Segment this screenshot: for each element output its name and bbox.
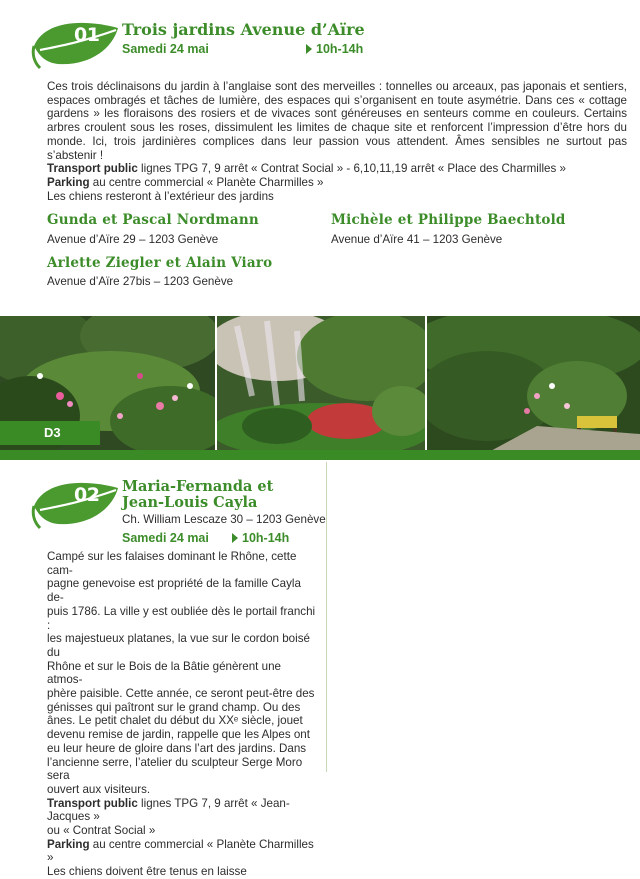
description-line: puis 1786. La ville y est oubliée dès le portail franchi : xyxy=(47,604,316,632)
owner-address: Avenue d’Aïre 41 – 1203 Genève xyxy=(331,233,503,246)
owner-address: Avenue d’Aïre 29 – 1203 Genève xyxy=(47,233,219,246)
column-divider xyxy=(326,462,327,772)
garden-number: 01 xyxy=(74,24,100,46)
description-line: ânes. Le petit chalet du début du XXᵉ siècle, jouet xyxy=(47,714,303,728)
dogs-note: Les chiens doivent être tenus en laisse xyxy=(47,865,247,879)
transport-label: Transport public xyxy=(47,796,138,810)
transport-text: lignes TPG 7, 9 arrêt « Jean-Jacques » xyxy=(47,796,290,824)
description-line: Rhône et sur le Bois de la Bâtie génèrent une atmos- xyxy=(47,659,281,687)
description-line: devenu remise de jardin, rappelle que les Alpes ont xyxy=(47,728,310,742)
triangle-right-icon xyxy=(232,533,238,543)
description-line: pagne genevoise est propriété de la famille Cayla de- xyxy=(47,577,301,605)
owner-name: Michèle et Philippe Baechtold xyxy=(331,212,566,228)
parking-text: au centre commercial « Planète Charmilles » xyxy=(89,175,324,189)
description-line: eu leur heure de gloire dans l’art des jardins. Dans xyxy=(47,741,307,755)
triangle-right-icon xyxy=(306,44,312,54)
parking-label: Parking xyxy=(47,175,90,189)
garden-description xyxy=(47,550,317,879)
garden-number: 02 xyxy=(74,484,100,506)
description-line: ouvert aux visiteurs. xyxy=(47,782,151,796)
photo-band-strip xyxy=(0,450,640,460)
garden-address: Ch. William Lescaze 30 – 1203 Genève xyxy=(122,513,326,526)
garden-title-line1: Maria-Fernanda et xyxy=(122,478,274,495)
photo-label: D3 xyxy=(44,425,61,440)
description-line: génisses qui paîtront sur le grand champ. Ou des xyxy=(47,700,301,714)
owner-name: Gunda et Pascal Nordmann xyxy=(47,212,259,228)
event-date: Samedi 24 mai xyxy=(122,42,209,56)
garden-description xyxy=(47,80,627,203)
description-line: phère paisible. Cette année, ce seront peut-être des xyxy=(47,687,315,701)
parking-text: au centre commercial « Planète Charmilles » xyxy=(47,837,314,865)
description-text: Ces trois déclinaisons du jardin à l’anglaise sont des merveilles : tonnelles ou arceaux, pas japonais et sentiers, espaces ombragés et tâches de lumière, des espaces qui s’organisent en toute asymétrie. Dans ces « cottage gardens » les floraisons des rosiers et de vivaces sont généreuses en senteurs comme en couleurs. Certains arbres croulent sous les roses, dissimulent les limites de chaque site et renforcent l’impression d’être hors du monde. Ici, trois jardinières complices dans leur passion vous attendent. Âmes sensibles ne surtout pas s’abstenir ! xyxy=(47,80,627,162)
transport-text-2: ou « Contrat Social » xyxy=(47,824,156,838)
garden-photo-2 xyxy=(217,316,425,453)
description-line: les majestueux platanes, la vue sur le cordon boisé du xyxy=(47,632,310,659)
transport-text: lignes TPG 7, 9 arrêt « Contrat Social » - 6,10,11,19 arrêt « Place des Charmilles » xyxy=(137,162,566,176)
owner-name: Arlette Ziegler et Alain Viaro xyxy=(47,255,273,271)
description-line: Campé sur les falaises dominant le Rhône, cette cam- xyxy=(47,550,297,577)
event-time: 10h-14h xyxy=(242,531,290,545)
dogs-note: Les chiens resteront à l’extérieur des jardins xyxy=(47,189,274,203)
garden-title-line2: Jean-Louis Cayla xyxy=(122,494,258,511)
event-time: 10h-14h xyxy=(316,42,364,56)
transport-label: Transport public xyxy=(47,162,138,176)
event-date: Samedi 24 mai xyxy=(122,531,209,545)
owner-address: Avenue d’Aïre 27bis – 1203 Genève xyxy=(47,275,234,288)
description-line: l’ancienne serre, l’atelier du sculpteur Serge Moro sera xyxy=(47,755,303,783)
garden-photo-3 xyxy=(427,316,640,453)
garden-title: Trois jardins Avenue d’Aïre xyxy=(122,20,365,39)
parking-label: Parking xyxy=(47,837,90,851)
